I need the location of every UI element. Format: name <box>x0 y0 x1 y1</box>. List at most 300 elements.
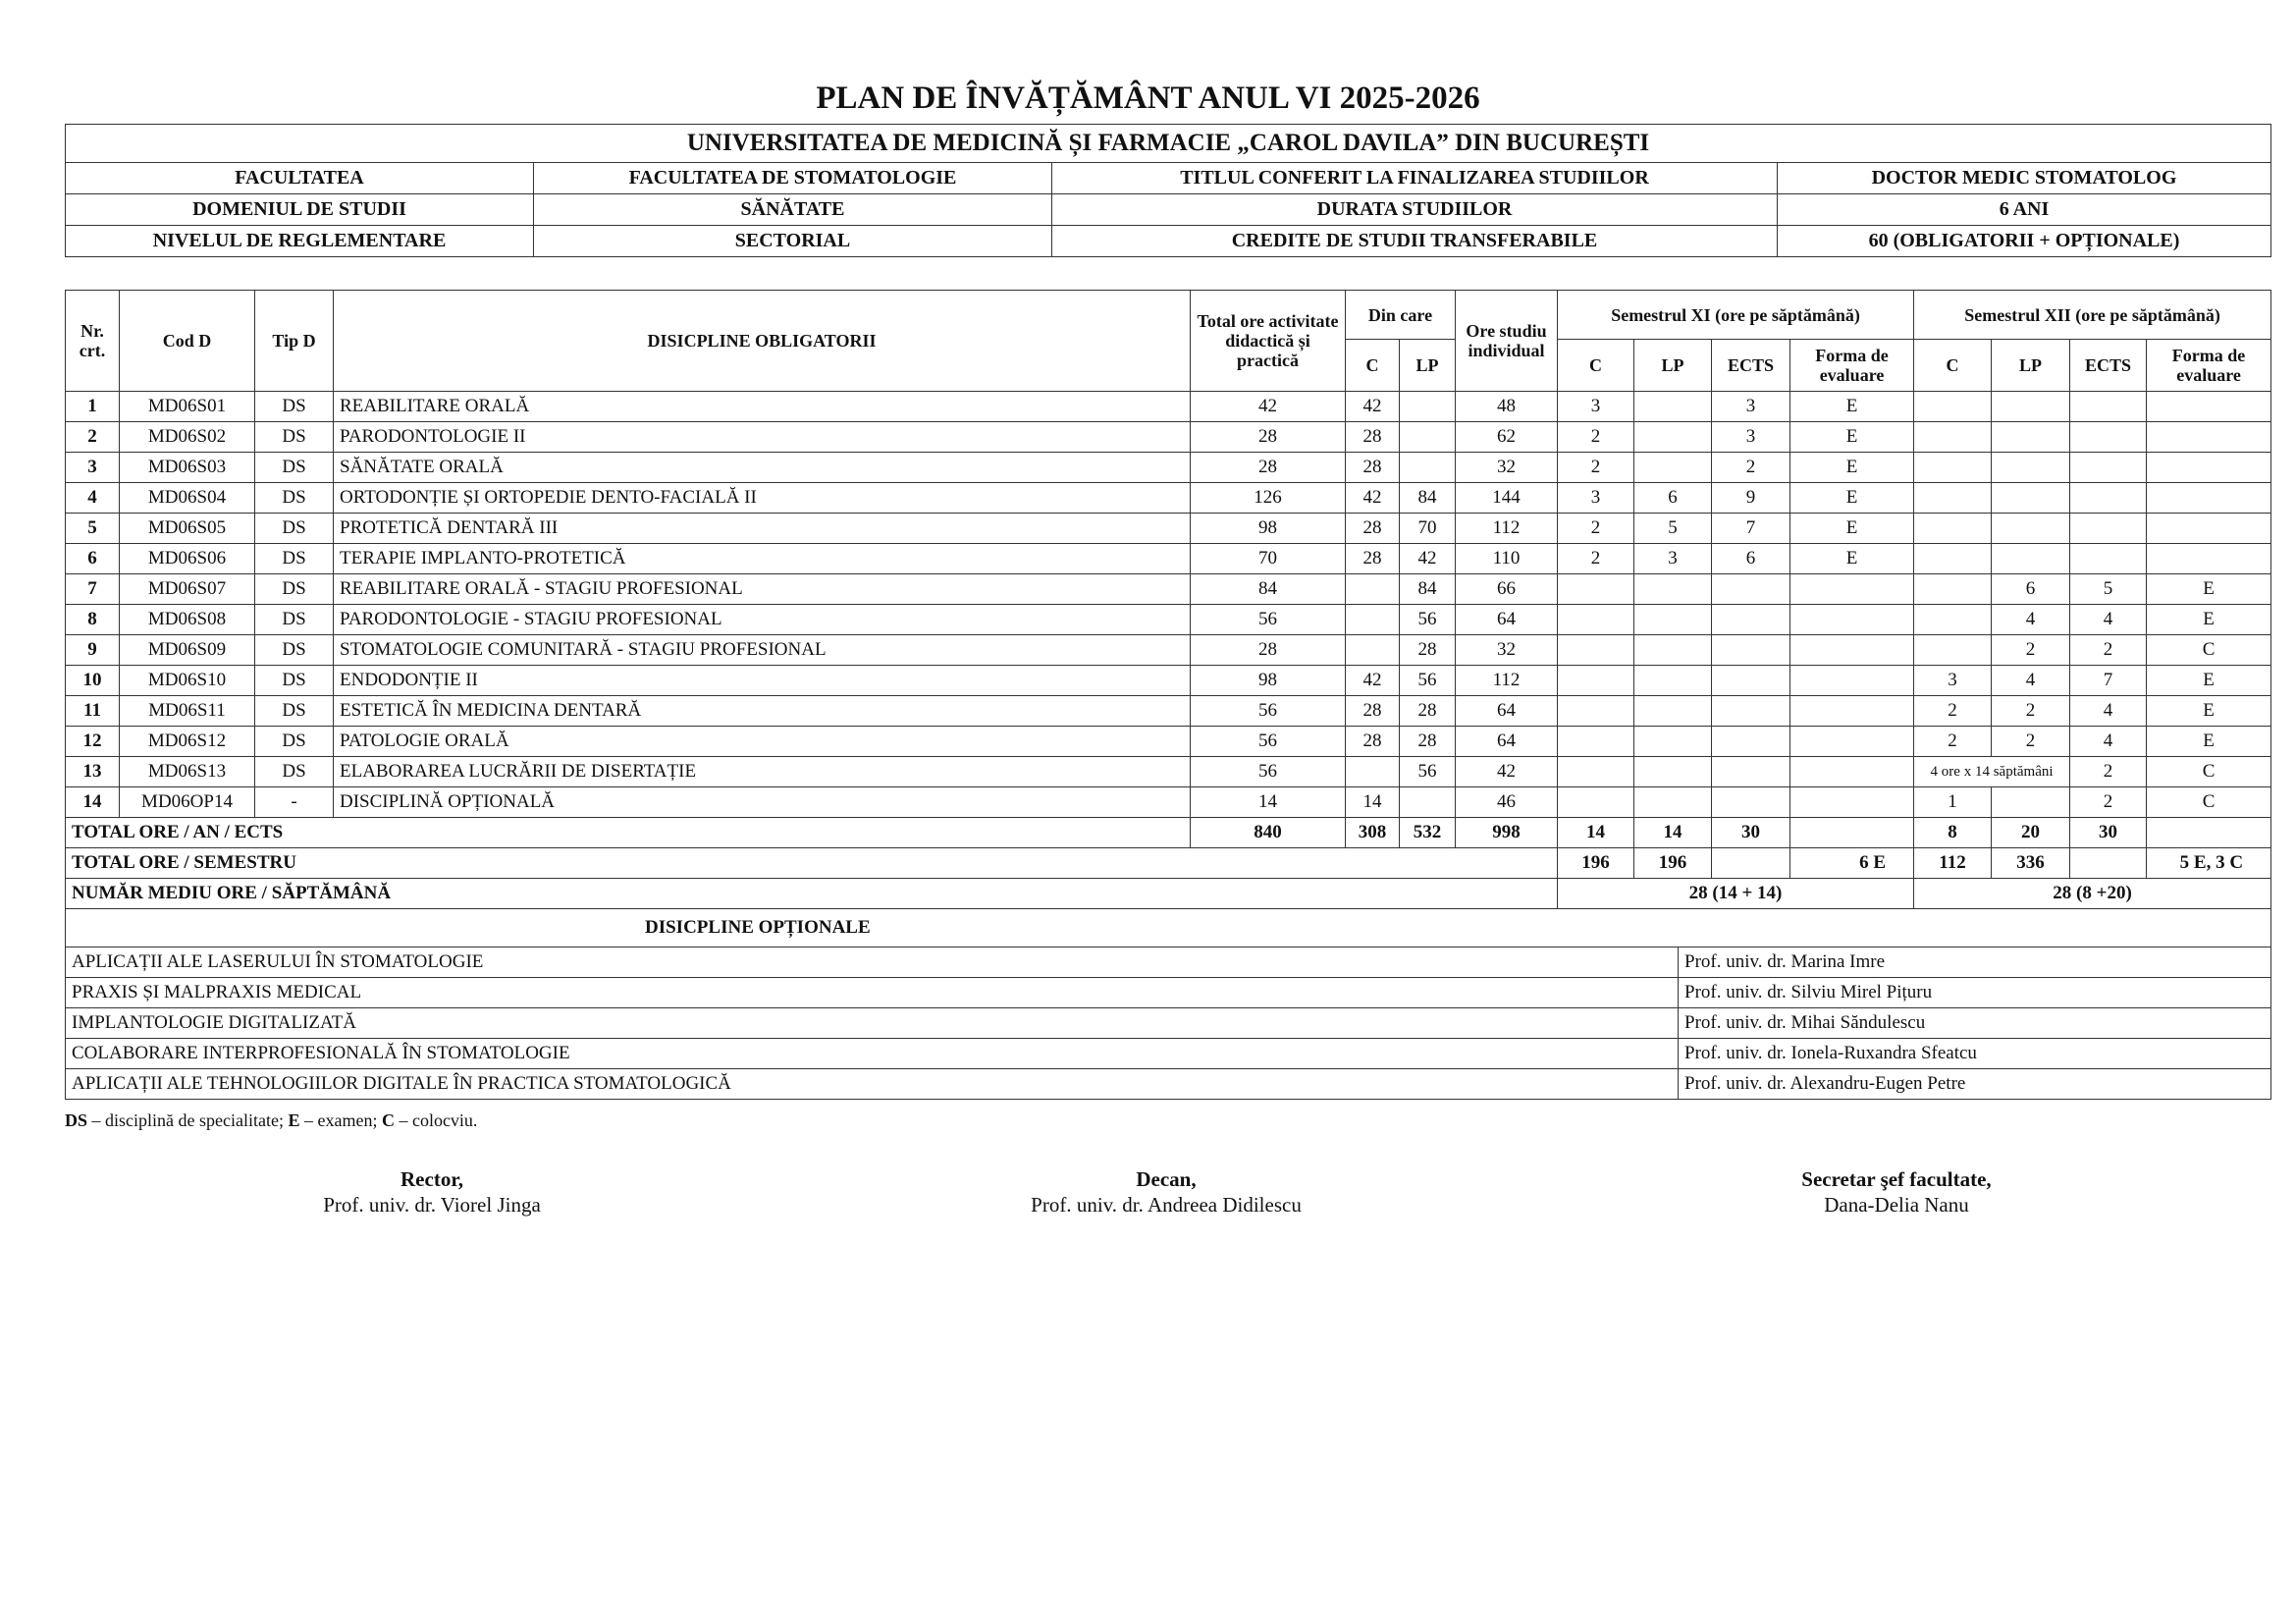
cell-lp: 70 <box>1400 514 1456 544</box>
university-name: UNIVERSITATEA DE MEDICINĂ ȘI FARMACIE „CAROL DAVILA” DIN BUCUREȘTI <box>66 125 2271 163</box>
cell-total-ore: 42 <box>1191 392 1346 422</box>
cell-sem12-ects: 4 <box>2070 696 2147 727</box>
signature-name: Prof. univ. dr. Andreea Didilescu <box>1031 1192 1302 1217</box>
cell-total-ore: 28 <box>1191 453 1346 483</box>
cell-discipline: ESTETICĂ ÎN MEDICINA DENTARĂ <box>334 696 1191 727</box>
header-sem12-ects: ECTS <box>2070 340 2147 392</box>
table-row <box>66 727 2271 757</box>
optional-header: DISICPLINE OPȚIONALE <box>66 908 2271 947</box>
cell-sem11-c <box>1558 787 1634 818</box>
cell-sem12-ects <box>2070 392 2147 422</box>
cell-sem12-lp: 4 <box>1992 605 2070 635</box>
cell-sem11-ects: 2 <box>1712 453 1790 483</box>
cell-sem12-c <box>1914 635 1992 666</box>
cell-discipline: ELABORAREA LUCRĂRII DE DISERTAȚIE <box>334 757 1191 787</box>
cell-sem12-lp <box>1992 483 2070 514</box>
optional-discipline-professor: Prof. univ. dr. Silviu Mirel Pițuru <box>1679 977 2271 1007</box>
cell-c: 42 <box>1346 483 1400 514</box>
cell-sem12-c: 4 ore x 14 săptămâni <box>1914 757 2070 787</box>
cell-lp <box>1400 453 1456 483</box>
header-sem11-c: C <box>1558 340 1634 392</box>
info-label: NIVELUL DE REGLEMENTARE <box>66 226 534 257</box>
total-an-label: TOTAL ORE / AN / ECTS <box>66 818 1191 848</box>
optional-discipline-row <box>66 977 2271 1007</box>
cell-sem11-forma <box>1790 666 1914 696</box>
cell-total-ore: 98 <box>1191 666 1346 696</box>
cell-sem12-c <box>1914 605 1992 635</box>
signature-role: Rector, <box>400 1166 463 1191</box>
cell-total-ore: 28 <box>1191 635 1346 666</box>
cell-ore-studiu: 144 <box>1456 483 1558 514</box>
legend-ds-text: – disciplină de specialitate; <box>87 1110 289 1130</box>
legend-ds: DS <box>65 1110 88 1130</box>
cell-c <box>1346 635 1400 666</box>
cell-ore-studiu: 112 <box>1456 514 1558 544</box>
optional-discipline-name: IMPLANTOLOGIE DIGITALIZATĂ <box>66 1007 1679 1038</box>
cell-sem12-forma: E <box>2147 696 2271 727</box>
cell-sem11-ects <box>1712 727 1790 757</box>
cell-sem11-lp <box>1634 666 1712 696</box>
cell-discipline: PARODONTOLOGIE - STAGIU PROFESIONAL <box>334 605 1191 635</box>
cell-sem12-forma: E <box>2147 605 2271 635</box>
cell-sem11-forma <box>1790 696 1914 727</box>
cell-sem11-forma <box>1790 727 1914 757</box>
cell-sem12-ects <box>2070 514 2147 544</box>
cell-ore-studiu: 32 <box>1456 635 1558 666</box>
cell-sem12-c <box>1914 392 1992 422</box>
cell-discipline: ORTODONȚIE ȘI ORTOPEDIE DENTO-FACIALĂ II <box>334 483 1191 514</box>
cell-nr: 14 <box>66 787 120 818</box>
signature-secretar <box>1651 1166 2142 1218</box>
cell-sem12-forma <box>2147 453 2271 483</box>
cell-sem12-c <box>1914 453 1992 483</box>
table-row <box>66 544 2271 574</box>
cell-lp <box>1400 787 1456 818</box>
cell-nr: 1 <box>66 392 120 422</box>
table-row <box>66 787 2271 818</box>
cell-cod: MD06S04 <box>120 483 255 514</box>
total-semestru-value <box>1712 848 1790 879</box>
cell-sem12-forma <box>2147 483 2271 514</box>
total-semestru-row <box>66 848 2271 879</box>
cell-sem12-c: 1 <box>1914 787 1992 818</box>
cell-tip: DS <box>255 483 334 514</box>
cell-cod: MD06S01 <box>120 392 255 422</box>
cell-cod: MD06S07 <box>120 574 255 605</box>
cell-sem11-lp <box>1634 757 1712 787</box>
header-cod: Cod D <box>120 291 255 392</box>
cell-sem11-lp: 5 <box>1634 514 1712 544</box>
numar-mediu-sem11: 28 (14 + 14) <box>1558 879 1914 909</box>
cell-ore-studiu: 64 <box>1456 696 1558 727</box>
cell-sem11-forma: E <box>1790 392 1914 422</box>
optional-disciplines-table <box>65 908 2271 1100</box>
cell-tip: - <box>255 787 334 818</box>
signature-role: Decan, <box>1136 1166 1197 1191</box>
cell-discipline: PATOLOGIE ORALĂ <box>334 727 1191 757</box>
cell-c: 28 <box>1346 422 1400 453</box>
cell-total-ore: 84 <box>1191 574 1346 605</box>
cell-sem11-ects: 3 <box>1712 422 1790 453</box>
optional-discipline-row <box>66 1007 2271 1038</box>
cell-nr: 13 <box>66 757 120 787</box>
cell-lp: 84 <box>1400 574 1456 605</box>
cell-tip: DS <box>255 727 334 757</box>
cell-sem11-lp <box>1634 422 1712 453</box>
cell-total-ore: 56 <box>1191 757 1346 787</box>
cell-sem11-ects: 7 <box>1712 514 1790 544</box>
optional-discipline-row <box>66 1068 2271 1099</box>
cell-nr: 12 <box>66 727 120 757</box>
cell-sem12-forma: E <box>2147 574 2271 605</box>
total-an-value: 30 <box>1712 818 1790 848</box>
cell-sem12-lp: 2 <box>1992 727 2070 757</box>
info-label: TITLUL CONFERIT LA FINALIZAREA STUDIILOR <box>1052 163 1778 194</box>
cell-sem11-forma: E <box>1790 453 1914 483</box>
cell-discipline: ENDODONȚIE II <box>334 666 1191 696</box>
cell-sem11-c: 2 <box>1558 514 1634 544</box>
cell-sem12-forma: E <box>2147 727 2271 757</box>
cell-sem11-c: 2 <box>1558 544 1634 574</box>
header-c: C <box>1346 340 1400 392</box>
cell-cod: MD06OP14 <box>120 787 255 818</box>
total-an-value: 308 <box>1346 818 1400 848</box>
cell-sem11-lp <box>1634 574 1712 605</box>
cell-nr: 2 <box>66 422 120 453</box>
cell-cod: MD06S05 <box>120 514 255 544</box>
signatures <box>0 1166 2296 1235</box>
cell-sem11-lp <box>1634 605 1712 635</box>
cell-discipline: REABILITARE ORALĂ <box>334 392 1191 422</box>
cell-lp: 28 <box>1400 635 1456 666</box>
cell-sem11-ects <box>1712 757 1790 787</box>
cell-sem11-lp <box>1634 727 1712 757</box>
info-label: DOMENIUL DE STUDII <box>66 194 534 226</box>
table-row <box>66 514 2271 544</box>
optional-discipline-professor: Prof. univ. dr. Alexandru-Eugen Petre <box>1679 1068 2271 1099</box>
cell-lp: 28 <box>1400 727 1456 757</box>
cell-nr: 9 <box>66 635 120 666</box>
total-an-value: 14 <box>1558 818 1634 848</box>
cell-sem12-forma: C <box>2147 787 2271 818</box>
table-row <box>66 574 2271 605</box>
info-row <box>66 194 2271 226</box>
header-ore-studiu: Ore studiu individual <box>1456 291 1558 392</box>
total-semestru-value: 196 <box>1634 848 1712 879</box>
table-row <box>66 453 2271 483</box>
cell-sem11-c <box>1558 635 1634 666</box>
cell-lp <box>1400 392 1456 422</box>
cell-c: 28 <box>1346 696 1400 727</box>
total-semestru-value: 196 <box>1558 848 1634 879</box>
optional-discipline-name: PRAXIS ȘI MALPRAXIS MEDICAL <box>66 977 1679 1007</box>
cell-c: 42 <box>1346 666 1400 696</box>
cell-nr: 5 <box>66 514 120 544</box>
cell-nr: 4 <box>66 483 120 514</box>
cell-sem12-c: 2 <box>1914 696 1992 727</box>
cell-lp <box>1400 422 1456 453</box>
cell-sem11-forma: E <box>1790 544 1914 574</box>
cell-tip: DS <box>255 635 334 666</box>
cell-c: 28 <box>1346 453 1400 483</box>
table-row <box>66 605 2271 635</box>
cell-sem12-c: 3 <box>1914 666 1992 696</box>
total-an-value: 8 <box>1914 818 1992 848</box>
info-label: DURATA STUDIILOR <box>1052 194 1778 226</box>
cell-lp: 28 <box>1400 696 1456 727</box>
cell-ore-studiu: 42 <box>1456 757 1558 787</box>
table-row <box>66 666 2271 696</box>
cell-lp: 56 <box>1400 757 1456 787</box>
legend <box>65 1110 2296 1131</box>
cell-sem11-c <box>1558 574 1634 605</box>
cell-sem11-c <box>1558 666 1634 696</box>
cell-tip: DS <box>255 514 334 544</box>
cell-sem12-forma: C <box>2147 757 2271 787</box>
cell-sem12-c <box>1914 483 1992 514</box>
cell-sem11-c: 2 <box>1558 422 1634 453</box>
cell-sem11-c: 3 <box>1558 483 1634 514</box>
cell-sem11-forma <box>1790 787 1914 818</box>
header-sem12-lp: LP <box>1992 340 2070 392</box>
cell-sem11-c: 3 <box>1558 392 1634 422</box>
cell-sem11-c: 2 <box>1558 453 1634 483</box>
signature-decan <box>921 1166 1412 1218</box>
info-value: SECTORIAL <box>534 226 1052 257</box>
cell-sem11-ects <box>1712 787 1790 818</box>
info-value: FACULTATEA DE STOMATOLOGIE <box>534 163 1052 194</box>
cell-sem12-lp <box>1992 453 2070 483</box>
cell-sem12-lp <box>1992 544 2070 574</box>
university-row <box>66 125 2271 163</box>
header-sem12: Semestrul XII (ore pe săptămână) <box>1914 291 2271 340</box>
legend-e: E <box>288 1110 300 1130</box>
cell-sem12-ects <box>2070 544 2147 574</box>
info-row <box>66 163 2271 194</box>
cell-sem11-ects <box>1712 635 1790 666</box>
cell-nr: 11 <box>66 696 120 727</box>
cell-discipline: STOMATOLOGIE COMUNITARĂ - STAGIU PROFESIONAL <box>334 635 1191 666</box>
cell-c: 14 <box>1346 787 1400 818</box>
cell-total-ore: 98 <box>1191 514 1346 544</box>
total-an-value: 532 <box>1400 818 1456 848</box>
cell-cod: MD06S06 <box>120 544 255 574</box>
cell-sem12-c <box>1914 514 1992 544</box>
cell-cod: MD06S13 <box>120 757 255 787</box>
cell-sem11-lp: 6 <box>1634 483 1712 514</box>
cell-discipline: PROTETICĂ DENTARĂ III <box>334 514 1191 544</box>
cell-sem12-lp: 2 <box>1992 696 2070 727</box>
cell-sem11-c <box>1558 757 1634 787</box>
header-row-1 <box>66 291 2271 340</box>
table-row <box>66 696 2271 727</box>
cell-sem12-ects: 7 <box>2070 666 2147 696</box>
legend-c-text: – colocviu. <box>394 1110 478 1130</box>
cell-sem11-ects: 6 <box>1712 544 1790 574</box>
cell-total-ore: 56 <box>1191 605 1346 635</box>
total-semestru-label: TOTAL ORE / SEMESTRU <box>66 848 1558 879</box>
cell-cod: MD06S02 <box>120 422 255 453</box>
cell-discipline: PARODONTOLOGIE II <box>334 422 1191 453</box>
cell-cod: MD06S10 <box>120 666 255 696</box>
signature-rector <box>187 1166 677 1218</box>
signature-name: Dana-Delia Nanu <box>1824 1192 1969 1217</box>
cell-sem11-lp: 3 <box>1634 544 1712 574</box>
cell-sem12-ects <box>2070 422 2147 453</box>
cell-sem12-forma <box>2147 514 2271 544</box>
total-an-value: 998 <box>1456 818 1558 848</box>
header-sem11-ects: ECTS <box>1712 340 1790 392</box>
cell-sem12-ects: 2 <box>2070 635 2147 666</box>
info-table <box>65 124 2271 257</box>
optional-discipline-professor: Prof. univ. dr. Ionela-Ruxandra Sfeatcu <box>1679 1038 2271 1068</box>
cell-c: 42 <box>1346 392 1400 422</box>
cell-ore-studiu: 110 <box>1456 544 1558 574</box>
cell-sem11-forma: E <box>1790 514 1914 544</box>
cell-sem12-ects: 2 <box>2070 757 2147 787</box>
cell-ore-studiu: 32 <box>1456 453 1558 483</box>
header-sem11: Semestrul XI (ore pe săptămână) <box>1558 291 1914 340</box>
cell-ore-studiu: 46 <box>1456 787 1558 818</box>
cell-nr: 10 <box>66 666 120 696</box>
cell-sem11-forma <box>1790 635 1914 666</box>
cell-ore-studiu: 112 <box>1456 666 1558 696</box>
cell-discipline: TERAPIE IMPLANTO-PROTETICĂ <box>334 544 1191 574</box>
cell-sem12-forma <box>2147 544 2271 574</box>
header-nr: Nr. crt. <box>66 291 120 392</box>
cell-tip: DS <box>255 544 334 574</box>
cell-sem12-ects: 2 <box>2070 787 2147 818</box>
table-row <box>66 422 2271 453</box>
numar-mediu-label: NUMĂR MEDIU ORE / SĂPTĂMÂNĂ <box>66 879 1558 909</box>
cell-lp: 56 <box>1400 666 1456 696</box>
header-din-care: Din care <box>1346 291 1456 340</box>
cell-sem11-ects: 9 <box>1712 483 1790 514</box>
cell-sem12-forma: E <box>2147 666 2271 696</box>
cell-lp: 56 <box>1400 605 1456 635</box>
header-sem11-forma: Forma de evaluare <box>1790 340 1914 392</box>
cell-sem12-ects: 4 <box>2070 727 2147 757</box>
info-value: 6 ANI <box>1778 194 2271 226</box>
total-semestru-value: 5 E, 3 C <box>2147 848 2271 879</box>
cell-nr: 6 <box>66 544 120 574</box>
info-label: CREDITE DE STUDII TRANSFERABILE <box>1052 226 1778 257</box>
cell-tip: DS <box>255 392 334 422</box>
cell-tip: DS <box>255 696 334 727</box>
cell-tip: DS <box>255 422 334 453</box>
cell-sem12-lp <box>1992 787 2070 818</box>
cell-sem11-lp <box>1634 635 1712 666</box>
cell-sem11-lp <box>1634 787 1712 818</box>
info-row <box>66 226 2271 257</box>
cell-total-ore: 70 <box>1191 544 1346 574</box>
cell-sem11-c <box>1558 696 1634 727</box>
cell-nr: 8 <box>66 605 120 635</box>
optional-discipline-row <box>66 947 2271 977</box>
total-an-row <box>66 818 2271 848</box>
table-row <box>66 757 2271 787</box>
cell-cod: MD06S03 <box>120 453 255 483</box>
cell-sem11-lp <box>1634 392 1712 422</box>
total-semestru-value <box>2070 848 2147 879</box>
cell-nr: 3 <box>66 453 120 483</box>
cell-sem11-forma: E <box>1790 422 1914 453</box>
cell-total-ore: 14 <box>1191 787 1346 818</box>
cell-sem12-lp: 6 <box>1992 574 2070 605</box>
cell-sem12-lp <box>1992 392 2070 422</box>
optional-discipline-row <box>66 1038 2271 1068</box>
cell-c: 28 <box>1346 544 1400 574</box>
cell-sem12-c <box>1914 574 1992 605</box>
cell-ore-studiu: 66 <box>1456 574 1558 605</box>
cell-sem11-forma <box>1790 574 1914 605</box>
optional-discipline-professor: Prof. univ. dr. Marina Imre <box>1679 947 2271 977</box>
cell-sem11-forma <box>1790 605 1914 635</box>
info-value: 60 (OBLIGATORII + OPȚIONALE) <box>1778 226 2271 257</box>
cell-sem12-c: 2 <box>1914 727 1992 757</box>
cell-sem12-ects: 5 <box>2070 574 2147 605</box>
total-semestru-value: 112 <box>1914 848 1992 879</box>
cell-c <box>1346 757 1400 787</box>
optional-discipline-name: COLABORARE INTERPROFESIONALĂ ÎN STOMATOLOGIE <box>66 1038 1679 1068</box>
cell-sem11-lp <box>1634 453 1712 483</box>
total-an-value: 840 <box>1191 818 1346 848</box>
cell-lp: 42 <box>1400 544 1456 574</box>
cell-total-ore: 56 <box>1191 727 1346 757</box>
numar-mediu-sem12: 28 (8 +20) <box>1914 879 2271 909</box>
cell-sem12-ects <box>2070 453 2147 483</box>
total-an-value: 30 <box>2070 818 2147 848</box>
cell-sem11-c <box>1558 605 1634 635</box>
total-an-value: 14 <box>1634 818 1712 848</box>
signature-name: Prof. univ. dr. Viorel Jinga <box>323 1192 541 1217</box>
table-row <box>66 392 2271 422</box>
header-sem12-forma: Forma de evaluare <box>2147 340 2271 392</box>
cell-discipline: REABILITARE ORALĂ - STAGIU PROFESIONAL <box>334 574 1191 605</box>
cell-sem11-c <box>1558 727 1634 757</box>
cell-sem11-ects <box>1712 666 1790 696</box>
optional-discipline-professor: Prof. univ. dr. Mihai Săndulescu <box>1679 1007 2271 1038</box>
cell-sem11-ects <box>1712 696 1790 727</box>
cell-sem11-forma: E <box>1790 483 1914 514</box>
total-semestru-value: 6 E <box>1790 848 1914 879</box>
cell-sem12-forma: C <box>2147 635 2271 666</box>
cell-ore-studiu: 64 <box>1456 605 1558 635</box>
cell-cod: MD06S09 <box>120 635 255 666</box>
numar-mediu-row <box>66 879 2271 909</box>
cell-ore-studiu: 48 <box>1456 392 1558 422</box>
cell-c: 28 <box>1346 514 1400 544</box>
cell-sem12-c <box>1914 544 1992 574</box>
header-lp: LP <box>1400 340 1456 392</box>
cell-nr: 7 <box>66 574 120 605</box>
total-semestru-value: 336 <box>1992 848 2070 879</box>
total-an-value <box>1790 818 1914 848</box>
cell-sem11-ects <box>1712 605 1790 635</box>
cell-sem12-lp: 4 <box>1992 666 2070 696</box>
header-tip: Tip D <box>255 291 334 392</box>
cell-tip: DS <box>255 757 334 787</box>
cell-total-ore: 126 <box>1191 483 1346 514</box>
cell-sem12-forma <box>2147 422 2271 453</box>
cell-c <box>1346 605 1400 635</box>
total-an-value <box>2147 818 2271 848</box>
cell-cod: MD06S12 <box>120 727 255 757</box>
header-total-ore: Total ore activitate didactică și practică <box>1191 291 1346 392</box>
cell-c <box>1346 574 1400 605</box>
cell-ore-studiu: 62 <box>1456 422 1558 453</box>
signature-role: Secretar şef facultate, <box>1801 1166 1992 1191</box>
